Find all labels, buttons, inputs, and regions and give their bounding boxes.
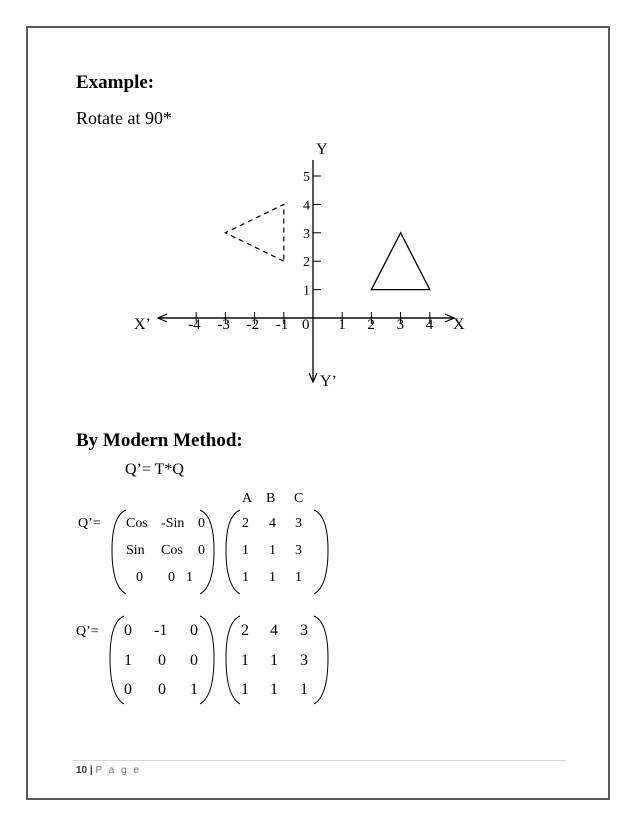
instruction-text: Rotate at 90* xyxy=(76,108,172,128)
x-tick-label: 3 xyxy=(396,317,405,333)
matrix2-t-cell: 0 xyxy=(190,622,198,639)
matrix1-t-cell: 0 xyxy=(136,570,143,585)
y-neg-axis-label: Y’ xyxy=(320,373,337,390)
matrix1-t-cell: Cos xyxy=(126,516,148,531)
matrix1-t-cell: 0 xyxy=(198,516,205,531)
matrix2-t-cell: 1 xyxy=(124,652,132,669)
matrix2-t-cell: 0 xyxy=(158,652,166,669)
y-tick-label: 2 xyxy=(303,255,310,271)
y-axis-label: Y xyxy=(316,141,328,158)
x-neg-axis-label: X’ xyxy=(134,316,151,333)
matrix2-t-cell: -1 xyxy=(154,622,168,639)
x-tick-label: -4 xyxy=(188,317,201,333)
matrix2-t-cell: 0 xyxy=(158,681,166,698)
matrix2-q-cell: 2 xyxy=(241,622,249,639)
formula-text: Q’= T*Q xyxy=(125,461,184,478)
x-tick-label: 2 xyxy=(367,317,375,333)
matrix2-q-cell: 3 xyxy=(300,652,308,669)
q-label-1: Q’= xyxy=(78,516,101,531)
footer-rule xyxy=(72,760,566,761)
page-number: 10 xyxy=(76,765,88,776)
column-header-b: B xyxy=(266,491,276,506)
column-header-c: C xyxy=(294,491,304,506)
y-tick-label: 4 xyxy=(303,198,310,214)
x-tick-label: 4 xyxy=(425,317,434,333)
matrix2-q-cell: 3 xyxy=(300,622,308,639)
matrix2-q-cell: 4 xyxy=(270,622,278,639)
matrix1-q-cell: 1 xyxy=(295,570,302,585)
matrix1-q-cell: 1 xyxy=(269,543,276,558)
example-heading: Example: xyxy=(76,72,155,93)
q-label-2: Q’= xyxy=(76,624,99,639)
matrix1-q-cell: 4 xyxy=(269,516,276,531)
matrix1-q-cell: 3 xyxy=(295,516,302,531)
x-tick-label: -2 xyxy=(246,317,260,333)
matrix1-t-cell: Cos xyxy=(161,543,183,558)
matrix2-t-cell: 0 xyxy=(124,681,132,698)
matrix1-q-cell: 1 xyxy=(269,570,276,585)
matrix2-q-cell: 1 xyxy=(241,652,249,669)
x-tick-label: 0 xyxy=(302,317,310,333)
matrix1-t-cell: Sin xyxy=(126,543,145,558)
matrix1-t-cell: 0 xyxy=(198,543,205,558)
matrix2-q-cell: 1 xyxy=(241,681,249,698)
matrix1-q-cell: 1 xyxy=(242,570,249,585)
matrix1-q-cell: 1 xyxy=(242,543,249,558)
matrix2-q-cell: 1 xyxy=(300,681,308,698)
rotated-triangle xyxy=(225,204,283,261)
original-triangle xyxy=(371,233,429,290)
x-tick-label: -3 xyxy=(217,317,230,333)
y-tick-label: 5 xyxy=(303,170,310,185)
matrix2-q-cell: 1 xyxy=(270,652,278,669)
matrix2-t-cell: 1 xyxy=(190,681,198,698)
x-tick-label: -1 xyxy=(275,317,289,333)
x-axis-label: X xyxy=(453,316,465,333)
y-tick-label: 3 xyxy=(303,226,310,242)
matrix1-q-cell: 3 xyxy=(295,543,302,558)
column-header-a: A xyxy=(242,491,253,506)
matrix2-q-cell: 1 xyxy=(270,681,278,698)
page-footer xyxy=(76,765,141,776)
matrix1-t-cell: -Sin xyxy=(161,516,185,531)
page-word: P a g e xyxy=(95,765,142,776)
matrix2-t-cell: 0 xyxy=(190,652,198,669)
matrix2-t-cell: 0 xyxy=(124,622,132,639)
matrix1-t-cell: 0 xyxy=(168,570,175,585)
y-tick-label: 1 xyxy=(303,283,310,299)
matrix1-t-cell: 1 xyxy=(186,570,193,585)
matrix1-q-cell: 2 xyxy=(242,516,249,531)
x-tick-label: 1 xyxy=(338,317,346,333)
method-heading: By Modern Method: xyxy=(76,430,243,451)
footer-separator: | xyxy=(89,765,93,776)
